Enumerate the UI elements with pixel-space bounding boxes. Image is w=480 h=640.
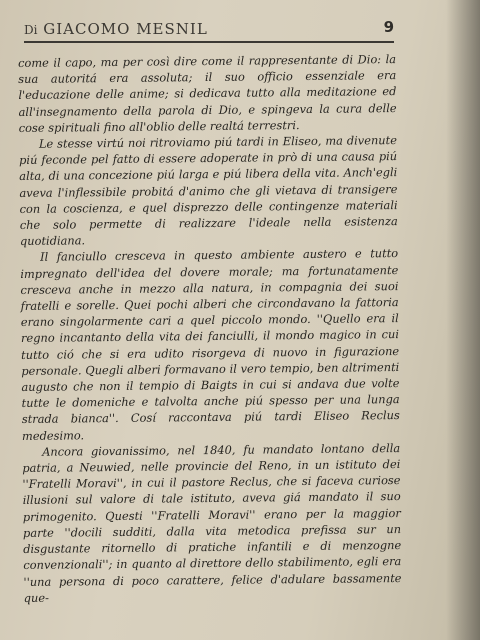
header-rule [24, 41, 394, 43]
paragraph: Il fanciullo cresceva in questo ambiente austero e tutto impregnato dell'idea del dovere morale; ma fortunatamente cresceva anche in mezzo alla natura, in compagnia dei suoi fratelli e sorelle. Quei pochi alberi che circondavano la fattoria erano singolarmente cari a quel piccolo mondo. ''Quello era il regno incantanto della vita dei fanciulli, il mondo magico in cui tutto ció che si era udito risorgeva di nuovo in figurazione personale. Quegli alberi formavano il vero tempio, ben altrimenti augusto che non il tempio di Baigts in cui si andava due volte tutte le domeniche e talvolta anche piú spesso per una lunga strada bianca''. Cosí raccontava piú tardi Eliseo Reclus medesimo. [20, 246, 400, 443]
paragraph: Ancora giovanissimo, nel 1840, fu mandato lontano della patria, a Neuwied, nelle provincie del Reno, in un istituto dei ''Fratelli Moravi'', in cui il pastore Reclus, che si faceva curiose illusioni sul valore di tale istituto, aveva giá mandato il suo primogenito. Questi ''Fratelli Moravi'' erano per la maggior parte ''docili sudditi, dalla vita metodica prefissa sur un disgustante ritornello di pratiche infantili e di menzogne convenzionali''; in quanto al direttore dello stabilimento, egli era ''una persona di poco carattere, felice d'adulare bassamente que- [22, 440, 402, 605]
running-header [24, 18, 394, 44]
author-name: GIACOMO MESNIL [43, 20, 208, 38]
author-prefix: Di [24, 23, 38, 37]
paragraph: Le stesse virtú noi ritroviamo piú tardi in Eliseo, ma divenute piú feconde pel fatto di essere adoperate in prò di una causa piú alta, di una concezione piú larga e piú libera della vita. Anch'egli aveva l'inflessibile probitá d'animo che gli vietava di transigere con la coscienza, e quel disprezzo delle contingenze materiali che solo permette di realizzare l'ideale nella esistenza quotidiana. [19, 133, 398, 249]
page-edge-shadow [446, 0, 480, 640]
body-text [18, 51, 402, 606]
paragraph: come il capo, ma per così dire come il rappresentante di Dio: la sua autoritá era assoluta; il suo officio essenziale era l'educazione delle anime; si dedicava tutto alla meditazione ed all'insegnamento della parola di Dio, e spingeva la cura delle cose spirituali fino all'oblio delle realtá terrestri. [18, 52, 397, 135]
running-title [24, 20, 208, 38]
page-number: 9 [383, 18, 394, 36]
